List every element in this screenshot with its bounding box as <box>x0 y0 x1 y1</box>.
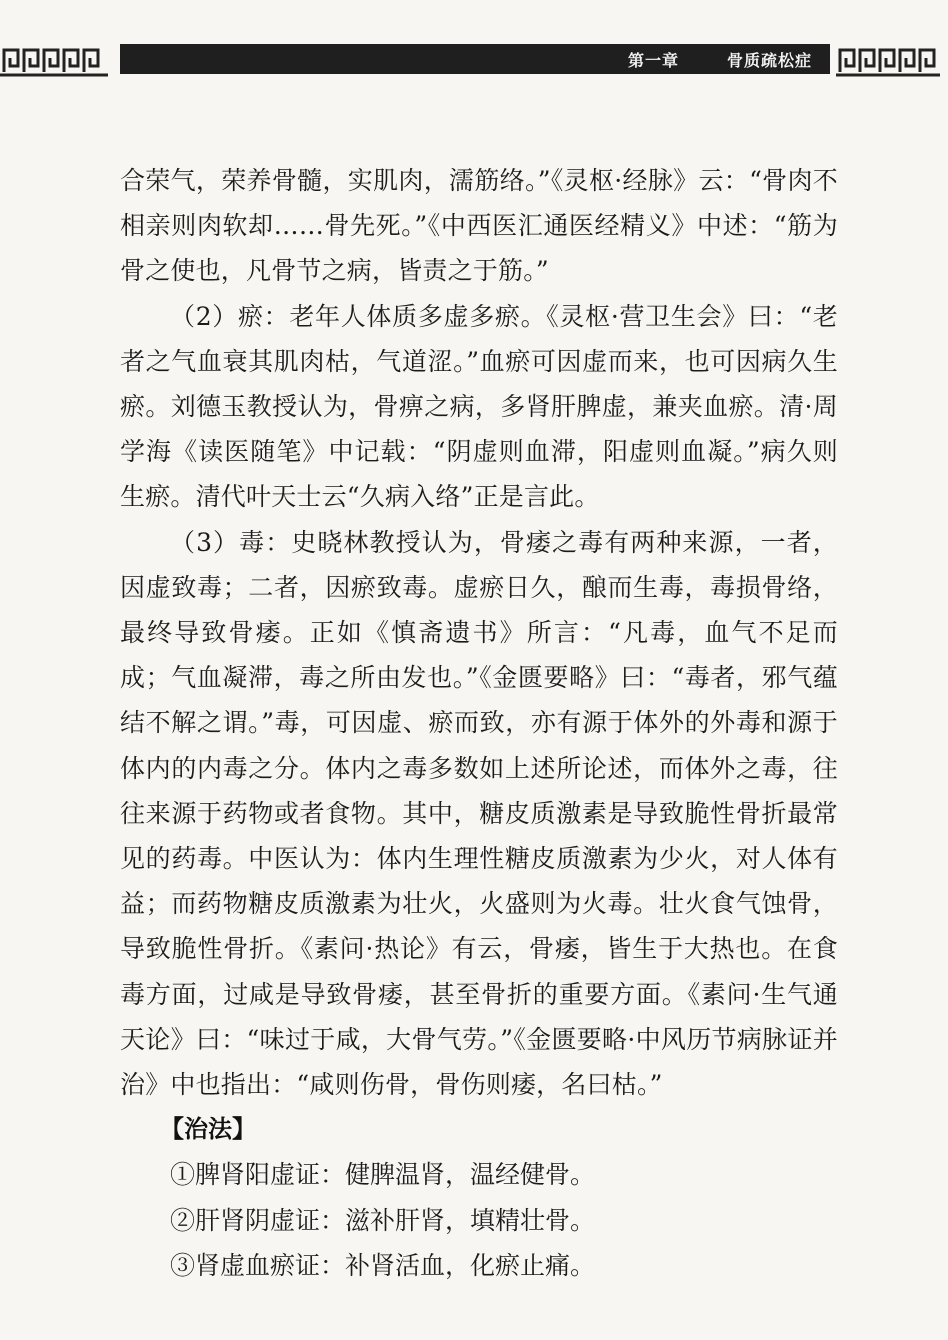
meander-border-ornament-icon <box>0 44 112 78</box>
body-paragraph: （3）毒：史晓林教授认为，骨痿之毒有两种来源，一者，因虚致毒；二者，因瘀致毒。虚瘀日久，酿而生毒，毒损骨络，最终导致骨痿。正如《慎斋遗书》所言：“凡毒，血气不足而成；气血凝滞，毒之所由发也。”《金匮要略》曰：“毒者，邪气蕴结不解之谓。”毒，可因虚、瘀而致，亦有源于体外的外毒和源于体内的内毒之分。体内之毒多数如上述所论述，而体外之毒，往往来源于药物或者食物。其中，糖皮质激素是导致脆性骨折最常见的药毒。中医认为：体内生理性糖皮质激素为少火，对人体有益；而药物糖皮质激素为壮火，火盛则为火毒。壮火食气蚀骨，导致脆性骨折。《素问·热论》有云，骨痿，皆生于大热也。在食毒方面，过咸是导致骨痿，甚至骨折的重要方面。《素问·生气通天论》曰：“味过于咸，大骨气劳。”《金匮要略·中风历节病脉证并治》中也指出：“咸则伤骨，骨伤则痿，名曰枯。” <box>120 527 838 1100</box>
header-chapter: 第一章 <box>627 50 679 70</box>
treatment-item: ②肝肾阴虚证：滋补肝肾，填精壮骨。 <box>170 1205 596 1235</box>
page-body <box>120 158 838 1288</box>
meander-border-ornament-icon <box>836 44 940 78</box>
body-paragraph: （2）瘀：老年人体质多虚多瘀。《灵枢·营卫生会》曰：“老者之气血衰其肌肉枯，气道涩。”血瘀可因虚而来，也可因病久生瘀。刘德玉教授认为，骨痹之病，多肾肝脾虚，兼夹血瘀。清·周学海《读医随笔》中记载：“阴虚则血滞，阳虚则血凝。”病久则生瘀。清代叶天士云“久病入络”正是言此。 <box>120 301 838 512</box>
header-title: 骨质疏松症 <box>726 50 812 70</box>
body-paragraph: 合荣气，荣养骨髓，实肌肉，濡筋络。”《灵枢·经脉》云：“骨肉不相亲则肉软却……骨先死。”《中西医汇通医经精义》中述：“筋为骨之使也，凡骨节之病，皆责之于筋。” <box>120 166 838 286</box>
treatment-item: ①脾肾阳虚证：健脾温肾，温经健骨。 <box>170 1160 596 1190</box>
treatment-item: ③肾虚血瘀证：补肾活血，化瘀止痛。 <box>170 1250 596 1280</box>
section-heading: 【治法】 <box>160 1115 256 1144</box>
running-header <box>120 44 830 74</box>
